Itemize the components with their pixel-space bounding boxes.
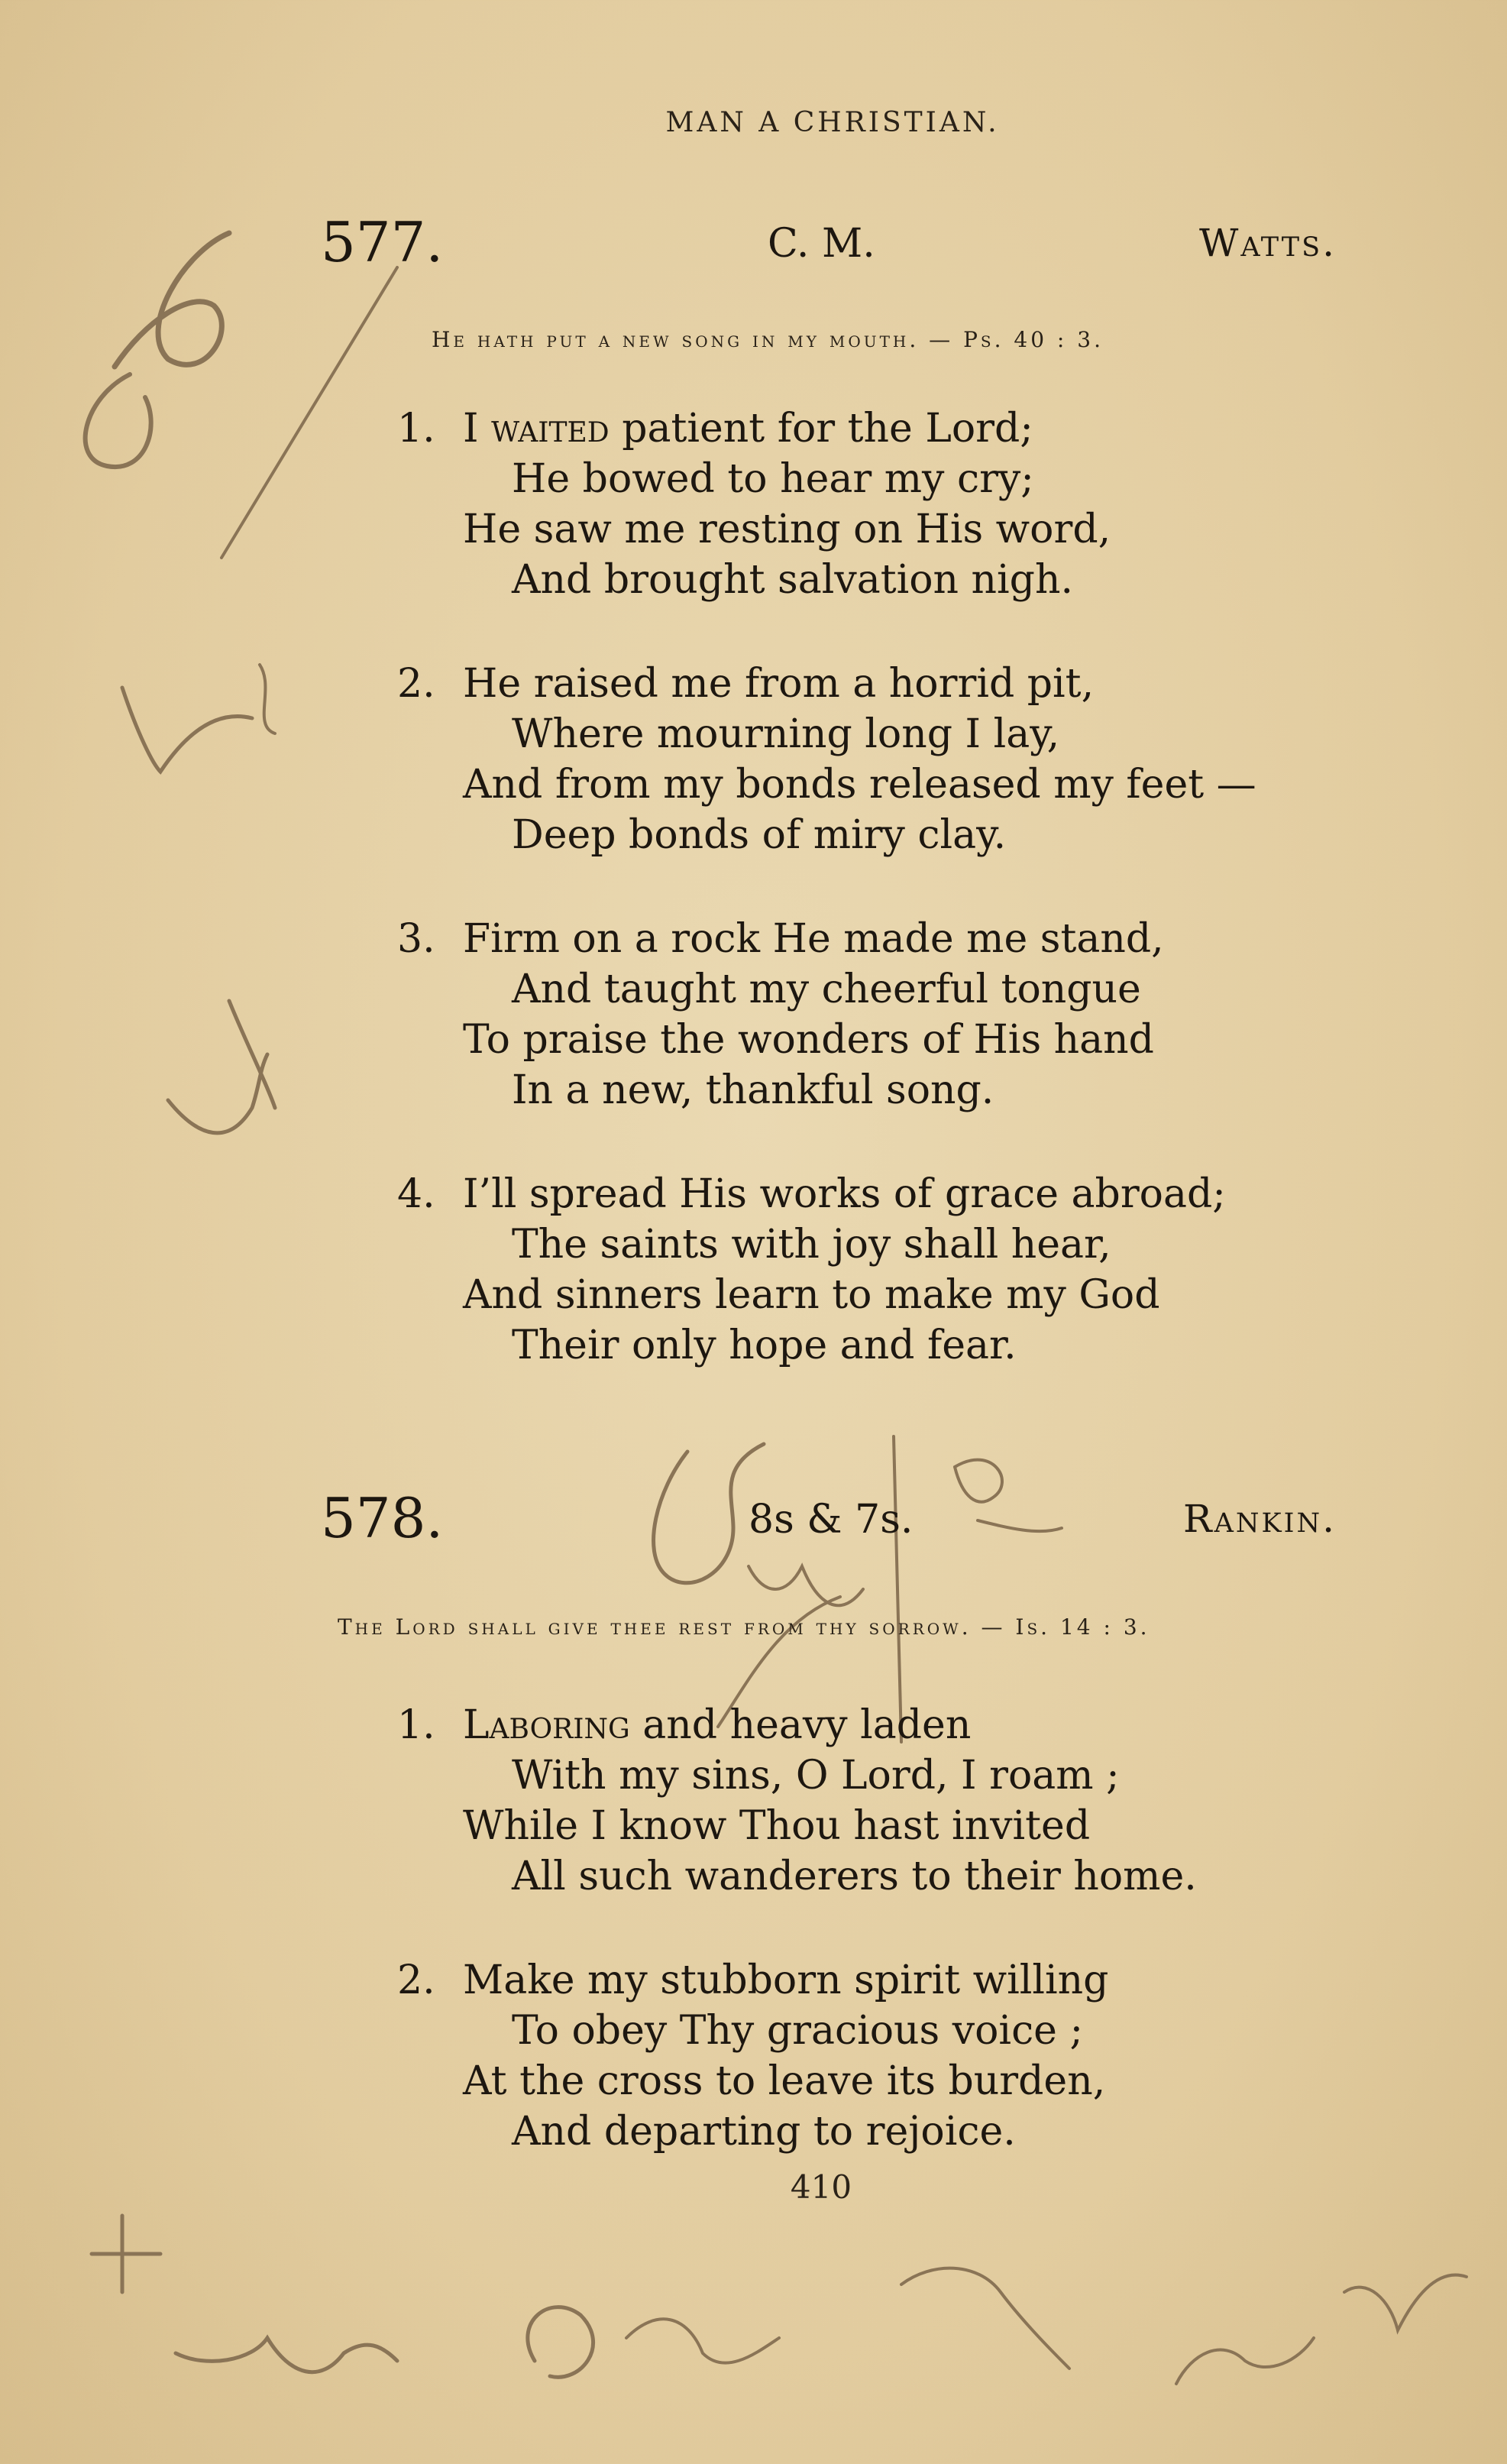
stanza-number: 2. [397, 1957, 435, 2003]
stanza-line: With my sins, O Lord, I roam ; [512, 1753, 1120, 1799]
stanza-number: 2. [397, 661, 435, 707]
hymn-meter: C. M. [768, 221, 875, 267]
stanza-line: Where mourning long I lay, [512, 711, 1060, 757]
stanza-line: Deep bonds of miry clay. [512, 812, 1007, 858]
stanza-line: And brought salvation nigh. [512, 557, 1073, 603]
hymn-578-subtitle: The Lord shall give thee rest from thy sorrow. — Is. 14 : 3. [338, 1614, 1150, 1640]
stanza-first-word: Laboring [463, 1702, 643, 1748]
hymn-577-stanza-4 [397, 1169, 1390, 1371]
hymn-577-stanza-1 [397, 403, 1390, 605]
hymn-577-subtitle: He hath put a new song in my mouth. — Ps. 40 : 3. [432, 327, 1104, 352]
hymn-577-stanza-2 [397, 659, 1390, 860]
stanza-line-text: Firm on a rock He made me stand, [463, 916, 1164, 962]
stanza-line: All such wanderers to their home. [512, 1854, 1197, 1899]
stanza-number: 3. [397, 916, 435, 962]
hymn-577-header [321, 210, 1337, 279]
stanza-line: To obey Thy gracious voice ; [512, 2008, 1084, 2054]
hymn-number: 577. [321, 210, 444, 274]
stanza-first-word: I waited [463, 406, 623, 452]
stanza-number: 4. [397, 1171, 435, 1217]
stanza-line: While I know Thou hast invited [463, 1803, 1091, 1849]
stanza-line [397, 1169, 1390, 1219]
stanza-line-text: I’ll spread His works of grace abroad; [463, 1171, 1226, 1217]
stanza-line: He saw me resting on His word, [463, 507, 1111, 552]
stanza-line [397, 659, 1390, 709]
stanza-line [397, 403, 1390, 454]
stanza-line: And sinners learn to make my God [463, 1272, 1160, 1318]
stanza-line: And departing to rejoice. [512, 2109, 1016, 2155]
stanza-line-text: and heavy laden [642, 1702, 972, 1748]
stanza-number: 1. [397, 1702, 435, 1748]
hymn-number: 578. [321, 1486, 444, 1550]
page-number: 410 [790, 2168, 852, 2206]
stanza-number: 1. [397, 406, 435, 452]
stanza-line: The saints with joy shall hear, [512, 1222, 1111, 1268]
stanza-line: And from my bonds released my feet — [463, 762, 1256, 808]
hymn-author: Rankin. [1182, 1497, 1337, 1541]
hymn-578-stanza-2 [397, 1955, 1390, 2157]
running-head: MAN A CHRISTIAN. [665, 107, 1000, 138]
stanza-line: In a new, thankful song. [512, 1067, 994, 1113]
hymn-577-stanza-3 [397, 914, 1390, 1115]
stanza-line: Their only hope and fear. [512, 1323, 1017, 1368]
stanza-line-text: patient for the Lord; [622, 406, 1033, 452]
stanza-line [397, 1955, 1390, 2006]
stanza-line [397, 914, 1390, 964]
stanza-line: He bowed to hear my cry; [512, 456, 1034, 502]
stanza-line: At the cross to leave its burden, [463, 2058, 1106, 2104]
hymn-meter: 8s & 7s. [749, 1497, 914, 1543]
stanza-line-text: Make my stubborn spirit willing [463, 1957, 1109, 2003]
stanza-line: And taught my cheerful tongue [512, 966, 1141, 1012]
stanza-line-text: He raised me from a horrid pit, [463, 661, 1095, 707]
hymn-author: Watts. [1199, 221, 1337, 265]
stanza-line: To praise the wonders of His hand [463, 1017, 1154, 1063]
hymn-578-header [321, 1486, 1337, 1555]
hymn-578-stanza-1 [397, 1700, 1390, 1902]
stanza-line [397, 1700, 1390, 1750]
